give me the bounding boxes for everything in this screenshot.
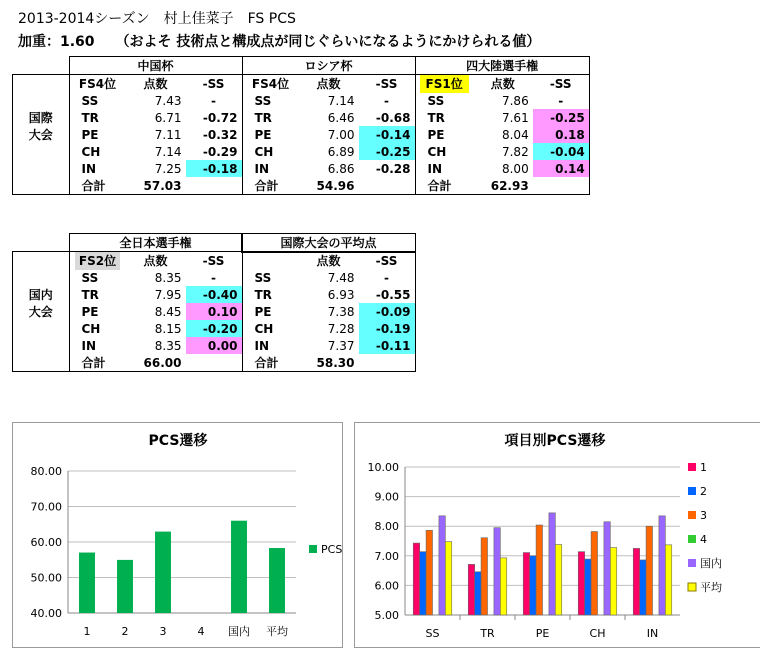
bar bbox=[665, 545, 671, 615]
section-label: 国際 bbox=[13, 109, 70, 126]
avg-ss-diff-cell: - bbox=[359, 269, 416, 286]
bar bbox=[413, 543, 419, 615]
y-tick-label: 40.00 bbox=[30, 607, 62, 620]
ss-diff-cell: 0.14 bbox=[533, 160, 590, 177]
row-label: PE bbox=[427, 127, 445, 142]
legend-swatch bbox=[688, 535, 696, 543]
y-tick-label: 9.00 bbox=[374, 490, 399, 504]
score-cell: 6.71 bbox=[154, 110, 182, 125]
bar bbox=[269, 548, 285, 613]
bar bbox=[79, 553, 95, 613]
chart-title: PCS遷移 bbox=[148, 433, 208, 449]
score-cell: 7.14 bbox=[327, 93, 355, 108]
col-ss: -SS bbox=[533, 75, 590, 93]
score-cell: 6.46 bbox=[327, 110, 355, 125]
section-label: 大会 bbox=[13, 303, 70, 320]
x-tick-label: TR bbox=[480, 627, 495, 640]
ss-diff-cell: 0.18 bbox=[533, 126, 590, 143]
y-tick-label: 6.00 bbox=[374, 579, 399, 593]
score-cell: 8.15 bbox=[154, 321, 182, 336]
bar bbox=[585, 559, 591, 615]
bar bbox=[610, 548, 616, 615]
avg-total-value: 58.30 bbox=[299, 354, 359, 372]
placement-label: FS4位 bbox=[251, 77, 290, 91]
x-tick-label: 2 bbox=[121, 625, 129, 638]
row-label: CH bbox=[69, 143, 126, 160]
avg-score-cell: 7.38 bbox=[327, 304, 355, 319]
ss-diff-cell: -0.28 bbox=[359, 160, 416, 177]
bar bbox=[578, 552, 584, 615]
col-score: 点数 bbox=[316, 254, 341, 268]
row-label: TR bbox=[427, 110, 445, 125]
bar bbox=[420, 552, 426, 615]
bar bbox=[633, 548, 639, 615]
score-cell: 8.00 bbox=[501, 161, 529, 176]
x-tick-label: 4 bbox=[197, 625, 205, 638]
score-cell: 7.82 bbox=[501, 144, 529, 159]
ss-diff-cell: -0.40 bbox=[186, 286, 243, 303]
row-label: IN bbox=[69, 160, 126, 177]
event-name: ロシア杯 bbox=[242, 57, 415, 75]
score-cell: 7.14 bbox=[154, 144, 182, 159]
x-tick-label: 1 bbox=[83, 625, 91, 638]
row-label: SS bbox=[69, 269, 126, 286]
y-tick-label: 7.00 bbox=[374, 549, 399, 563]
y-tick-label: 8.00 bbox=[374, 520, 399, 534]
bar bbox=[155, 532, 171, 613]
bar bbox=[536, 525, 542, 615]
score-cell: 8.35 bbox=[154, 270, 182, 285]
avg-ss-diff-cell: -0.11 bbox=[359, 337, 416, 354]
bar bbox=[523, 553, 529, 615]
section-label bbox=[13, 337, 70, 354]
placement-label: FS1位 bbox=[420, 75, 469, 93]
placement-label: FS4位 bbox=[78, 77, 117, 91]
bar bbox=[117, 560, 133, 613]
legend-swatch bbox=[688, 463, 696, 471]
score-cell: 8.04 bbox=[501, 127, 529, 142]
ss-diff-cell: -0.04 bbox=[533, 143, 590, 160]
bar bbox=[231, 521, 247, 613]
section-label bbox=[13, 269, 70, 286]
section-label bbox=[13, 92, 70, 109]
score-cell: 7.11 bbox=[154, 127, 182, 142]
total-label: 合計 bbox=[69, 354, 126, 372]
legend-label: 平均 bbox=[700, 581, 722, 594]
page-title: 2013-2014シーズン 村上佳菜子 FS PCS bbox=[18, 11, 296, 27]
section-label bbox=[13, 320, 70, 337]
legend-swatch bbox=[688, 487, 696, 495]
total-value: 62.93 bbox=[473, 177, 533, 195]
row-label: PE bbox=[69, 303, 126, 320]
bar bbox=[494, 528, 500, 615]
row-label: SS bbox=[254, 93, 272, 108]
score-cell: 7.95 bbox=[154, 287, 182, 302]
ss-diff-cell: -0.32 bbox=[186, 126, 243, 143]
score-cell: 7.00 bbox=[327, 127, 355, 142]
weight-note: 加重：1.60 （およそ 技術点と構成点が同じぐらいになるようにかけられる値） bbox=[18, 34, 541, 50]
international-table bbox=[12, 56, 590, 195]
avg-score-cell: 7.48 bbox=[327, 270, 355, 285]
legend-label: 国内 bbox=[700, 557, 722, 570]
event-name: 中国杯 bbox=[69, 57, 242, 75]
average-header: 国際大会の平均点 bbox=[242, 234, 415, 252]
col-score: 点数 bbox=[143, 77, 168, 91]
ss-diff-cell: - bbox=[359, 92, 416, 109]
row-label: CH bbox=[427, 144, 447, 159]
bar bbox=[646, 526, 652, 615]
score-cell: 7.61 bbox=[501, 110, 529, 125]
score-cell: 6.86 bbox=[327, 161, 355, 176]
avg-ss-diff-cell: -0.09 bbox=[359, 303, 416, 320]
col-ss: -SS bbox=[359, 75, 416, 93]
ss-diff-cell: -0.72 bbox=[186, 109, 243, 126]
event-name: 全日本選手権 bbox=[69, 234, 242, 252]
row-label: SS bbox=[69, 92, 126, 109]
ss-diff-cell: - bbox=[533, 92, 590, 109]
x-tick-label: PE bbox=[535, 627, 550, 640]
total-value: 54.96 bbox=[299, 177, 359, 195]
item-chart-panel bbox=[354, 422, 760, 648]
col-score: 点数 bbox=[316, 77, 341, 91]
pcs-chart-panel bbox=[12, 422, 343, 648]
score-cell: 7.25 bbox=[154, 161, 182, 176]
row-label: SS bbox=[427, 93, 445, 108]
bar bbox=[659, 516, 665, 615]
ss-diff-cell: 0.00 bbox=[186, 337, 243, 354]
row-label: CH bbox=[254, 144, 274, 159]
avg-ss-diff-cell: -0.19 bbox=[359, 320, 416, 337]
row-label: PE bbox=[254, 127, 272, 142]
row-label: TR bbox=[254, 110, 272, 125]
bar bbox=[481, 538, 487, 615]
avg-score-cell: 6.93 bbox=[327, 287, 355, 302]
ss-diff-cell: 0.10 bbox=[186, 303, 243, 320]
score-cell: 7.86 bbox=[501, 93, 529, 108]
ss-diff-cell: -0.25 bbox=[533, 109, 590, 126]
score-cell: 6.89 bbox=[327, 144, 355, 159]
bar bbox=[530, 556, 536, 615]
row-label: SS bbox=[254, 270, 272, 285]
pcs-chart bbox=[13, 423, 342, 647]
section-label bbox=[13, 143, 70, 160]
x-tick-label: 国内 bbox=[228, 625, 250, 638]
legend-label: 4 bbox=[700, 533, 707, 546]
bar bbox=[591, 532, 597, 615]
bar bbox=[439, 516, 445, 615]
domestic-table bbox=[12, 233, 416, 372]
total-value: 57.03 bbox=[126, 177, 186, 195]
legend-label: 3 bbox=[700, 509, 707, 522]
ss-diff-cell: -0.25 bbox=[359, 143, 416, 160]
ss-diff-cell: -0.29 bbox=[186, 143, 243, 160]
row-label: IN bbox=[254, 338, 270, 353]
row-label: CH bbox=[69, 320, 126, 337]
y-tick-label: 60.00 bbox=[30, 536, 62, 549]
x-tick-label: CH bbox=[589, 627, 606, 640]
row-label: IN bbox=[254, 161, 270, 176]
col-ss: -SS bbox=[359, 252, 416, 270]
x-tick-label: 3 bbox=[159, 625, 167, 638]
total-label: 合計 bbox=[69, 177, 126, 195]
bar bbox=[640, 560, 646, 615]
event-name: 四大陸選手権 bbox=[415, 57, 589, 75]
row-label: CH bbox=[254, 321, 274, 336]
avg-score-cell: 7.37 bbox=[327, 338, 355, 353]
row-label: TR bbox=[69, 286, 126, 303]
placement-label: FS2位 bbox=[75, 252, 120, 270]
section-label: 国内 bbox=[13, 286, 70, 303]
col-score: 点数 bbox=[143, 254, 168, 268]
y-tick-label: 80.00 bbox=[30, 465, 62, 478]
legend-swatch bbox=[688, 511, 696, 519]
bar bbox=[445, 542, 451, 615]
row-label: IN bbox=[427, 161, 443, 176]
y-tick-label: 50.00 bbox=[30, 571, 62, 585]
bar bbox=[468, 564, 474, 615]
total-label: 合計 bbox=[415, 177, 473, 195]
col-ss: -SS bbox=[186, 252, 243, 270]
total-value: 66.00 bbox=[126, 354, 186, 372]
legend-label: 1 bbox=[700, 461, 707, 474]
row-label: TR bbox=[69, 109, 126, 126]
col-ss: -SS bbox=[186, 75, 243, 93]
row-label: PE bbox=[69, 126, 126, 143]
legend-swatch bbox=[309, 545, 317, 553]
ss-diff-cell: -0.20 bbox=[186, 320, 243, 337]
row-label: IN bbox=[69, 337, 126, 354]
bar bbox=[500, 558, 506, 615]
legend-swatch bbox=[688, 583, 696, 591]
ss-diff-cell: -0.68 bbox=[359, 109, 416, 126]
ss-diff-cell: -0.14 bbox=[359, 126, 416, 143]
row-label: PE bbox=[254, 304, 272, 319]
x-tick-label: SS bbox=[425, 627, 440, 640]
bar bbox=[549, 513, 555, 615]
legend-label: PCS bbox=[321, 543, 342, 556]
avg-ss-diff-cell: -0.55 bbox=[359, 286, 416, 303]
avg-score-cell: 7.28 bbox=[327, 321, 355, 336]
ss-diff-cell: -0.18 bbox=[186, 160, 243, 177]
ss-diff-cell: - bbox=[186, 269, 243, 286]
score-cell: 8.45 bbox=[154, 304, 182, 319]
x-tick-label: 平均 bbox=[266, 625, 288, 638]
col-score: 点数 bbox=[490, 77, 515, 91]
section-label: 大会 bbox=[13, 126, 70, 143]
bar bbox=[604, 522, 610, 615]
bar bbox=[475, 572, 481, 615]
ss-diff-cell: - bbox=[186, 92, 243, 109]
score-cell: 7.43 bbox=[154, 93, 182, 108]
section-label bbox=[13, 160, 70, 177]
row-label: TR bbox=[254, 287, 272, 302]
y-tick-label: 70.00 bbox=[30, 500, 62, 514]
bar bbox=[555, 545, 561, 615]
y-tick-label: 5.00 bbox=[374, 609, 399, 622]
total-label: 合計 bbox=[242, 354, 299, 372]
legend-swatch bbox=[688, 559, 696, 567]
bar bbox=[426, 530, 432, 615]
item-chart bbox=[355, 423, 760, 647]
score-cell: 8.35 bbox=[154, 338, 182, 353]
x-tick-label: IN bbox=[646, 627, 659, 640]
total-label: 合計 bbox=[242, 177, 299, 195]
legend-label: 2 bbox=[700, 485, 707, 498]
y-tick-label: 10.00 bbox=[367, 461, 399, 474]
chart-title: 項目別PCS遷移 bbox=[504, 433, 606, 449]
